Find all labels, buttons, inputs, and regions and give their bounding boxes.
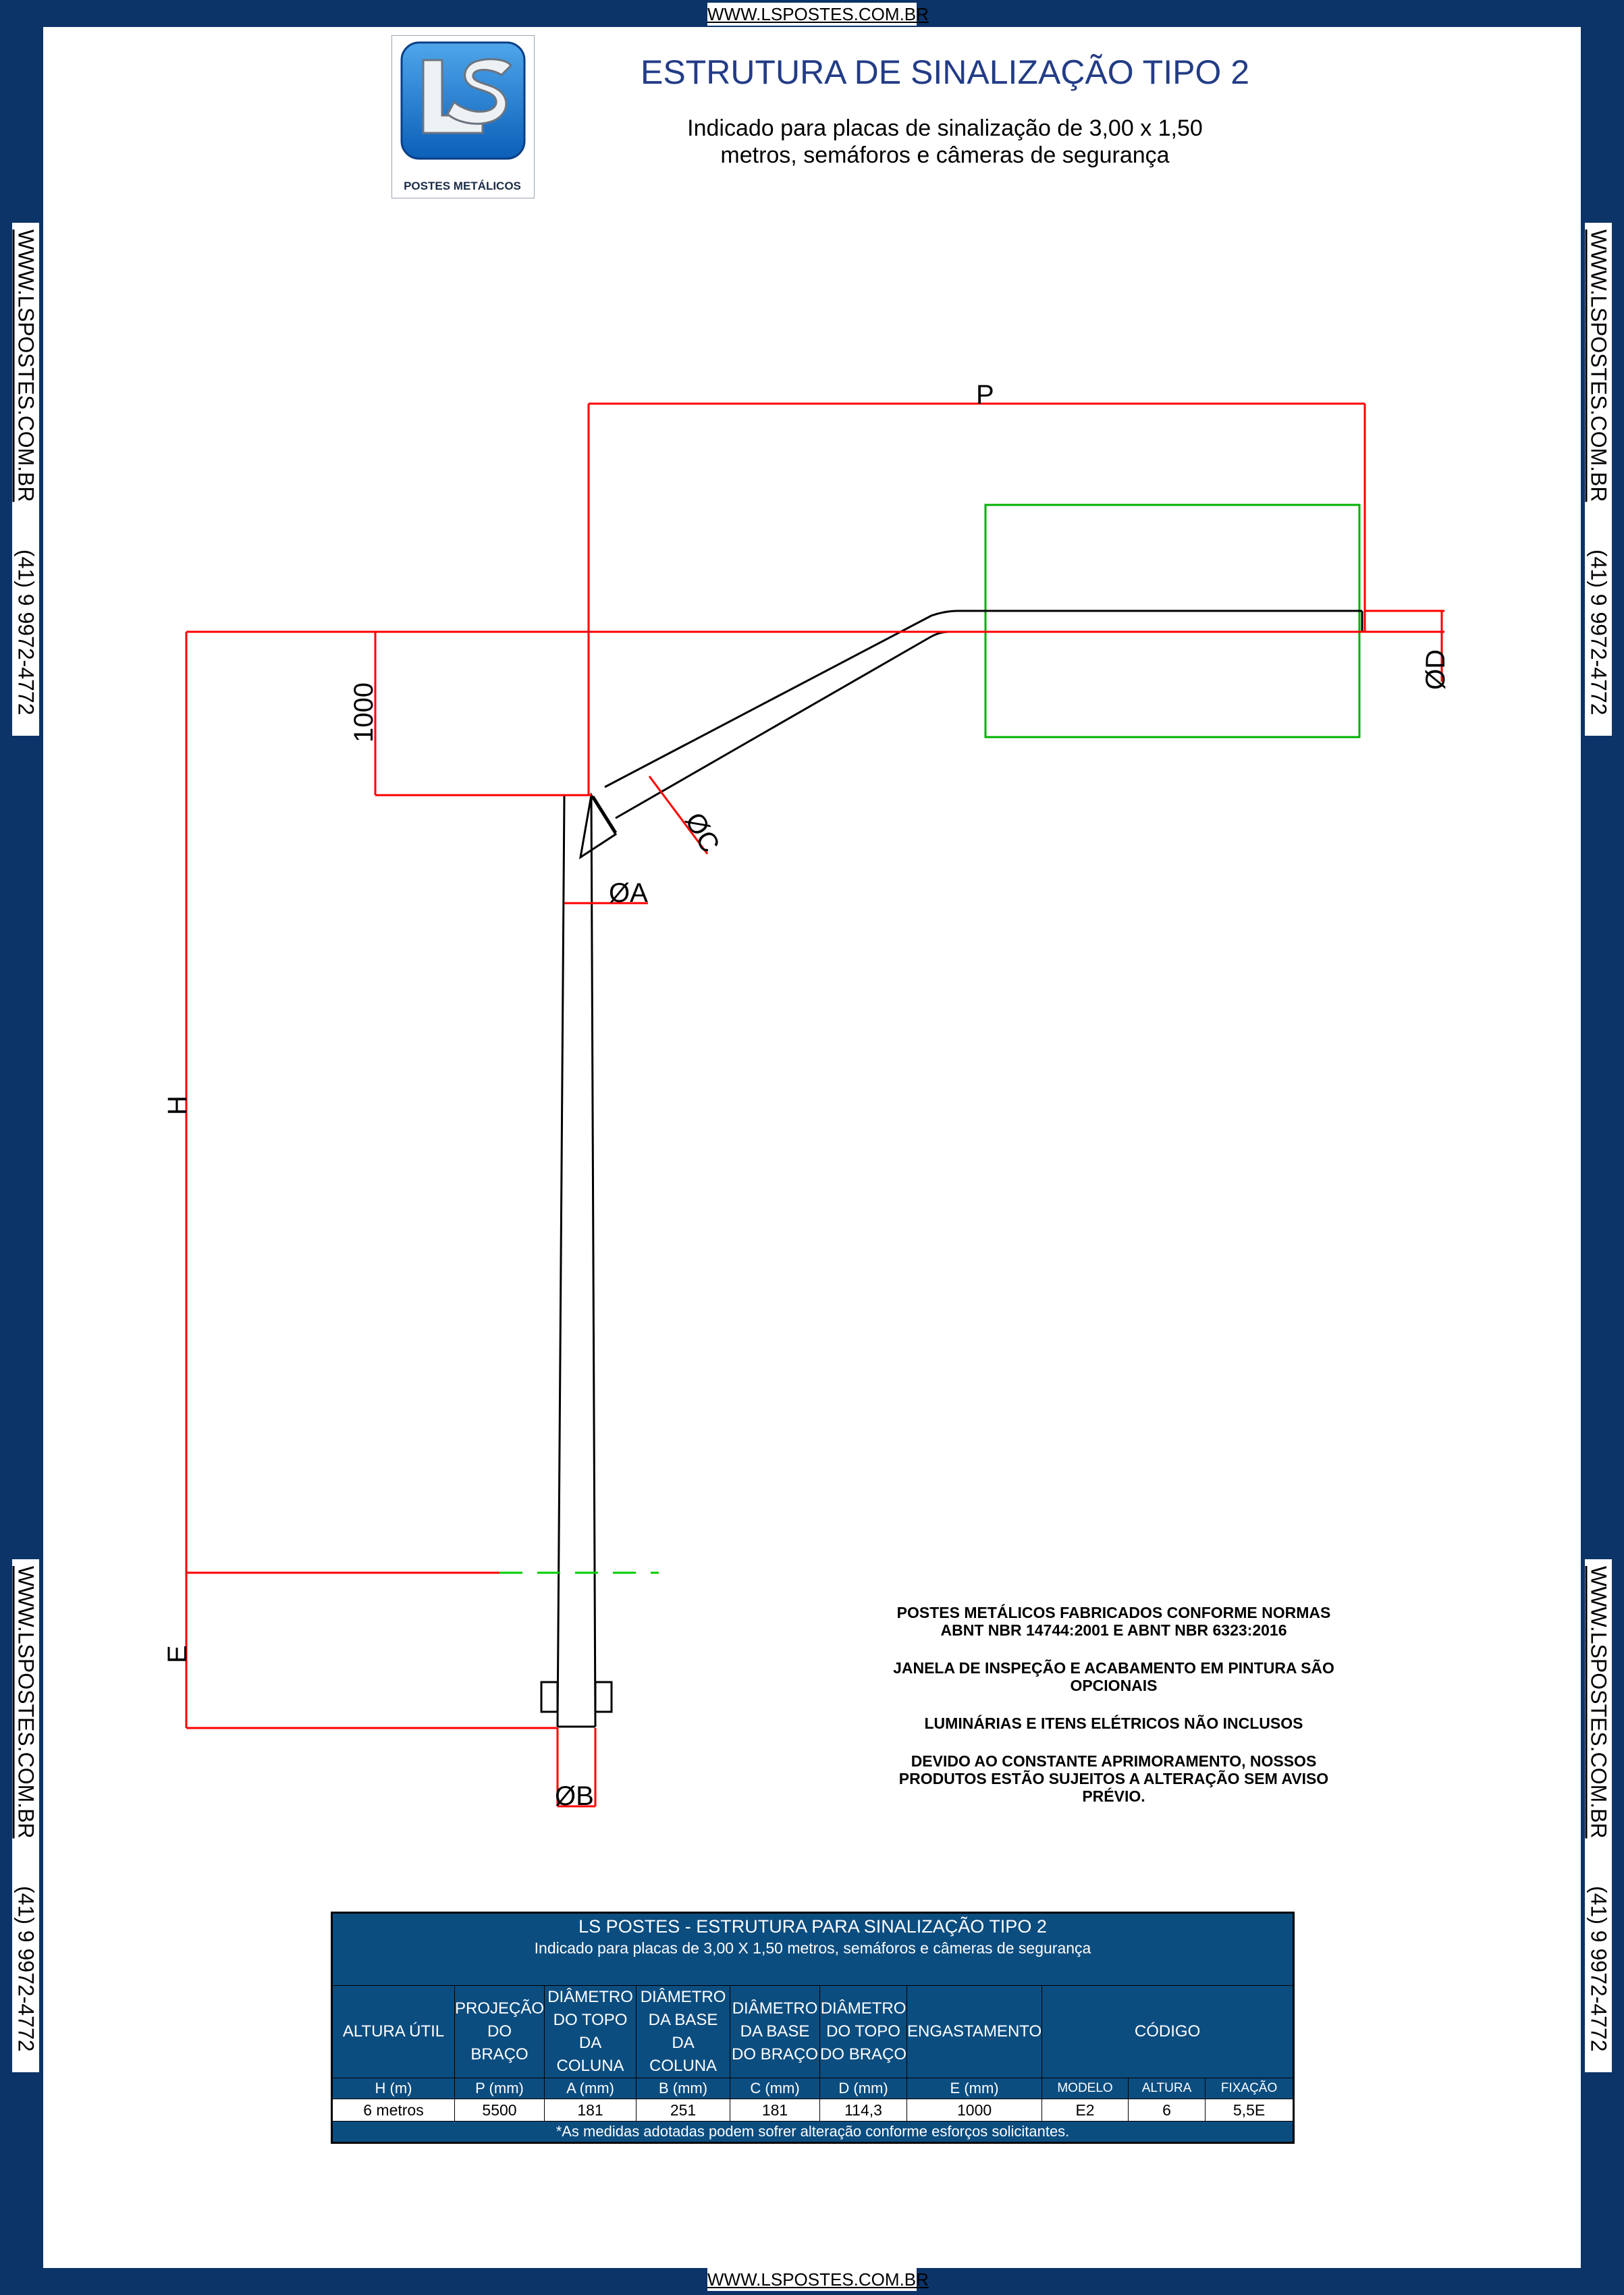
unit-p: P (mm) <box>455 2078 545 2099</box>
subtitle-line-1: Indicado para placas de sinalização de 3,00 x 1,50 <box>687 115 1203 141</box>
dimension-lines <box>186 404 1444 1806</box>
side-url[interactable]: WWW.LSPOSTES.COM.BR <box>1586 230 1611 502</box>
arm-joint <box>593 796 616 833</box>
top-url-link[interactable]: WWW.LSPOSTES.COM.BR <box>707 4 929 24</box>
value-modelo: E2 <box>1042 2099 1129 2122</box>
label-P: P <box>976 380 994 410</box>
header-diametro-a: DIÂMETRO DO TOPO DA COLUNA <box>545 1986 637 2078</box>
unit-a: A (mm) <box>545 2078 637 2099</box>
logo-label: POSTES METÁLICOS <box>404 180 521 192</box>
value-c: 181 <box>730 2099 820 2122</box>
table-subtitle: Indicado para placas de 3,00 X 1,50 metros, semáforos e câmeras de segurança <box>534 1939 1091 1957</box>
table-values-row <box>332 2099 1294 2122</box>
value-p: 5500 <box>455 2099 545 2122</box>
note-line-5: LUMINÁRIAS E ITENS ELÉTRICOS NÃO INCLUSOS <box>924 1714 1303 1732</box>
pole-column <box>558 795 595 1727</box>
value-e: 1000 <box>907 2099 1042 2122</box>
unit-altura: ALTURA <box>1128 2078 1205 2099</box>
note-line-8: PRÉVIO. <box>1082 1787 1145 1805</box>
table-title: LS POSTES - ESTRUTURA PARA SINALIZAÇÃO TIPO 2 <box>578 1916 1047 1937</box>
header-codigo: CÓDIGO <box>1042 1986 1294 2078</box>
side-phone: (41) 9 9972-4772 <box>13 1885 38 2052</box>
value-b: 251 <box>637 2099 730 2122</box>
note-line-3: JANELA DE INSPEÇÃO E ACABAMENTO EM PINTURA SÃO <box>893 1659 1334 1677</box>
value-d: 114,3 <box>820 2099 907 2122</box>
note-line-7: PRODUTOS ESTÃO SUJEITOS A ALTERAÇÃO SEM AVISO <box>898 1770 1329 1787</box>
header-diametro-d: DIÂMETRO DO TOPO DO BRAÇO <box>820 1986 907 2078</box>
side-phone: (41) 9 9972-4772 <box>1586 1885 1611 2052</box>
note-line-1: POSTES METÁLICOS FABRICADOS CONFORME NORMAS <box>896 1604 1331 1621</box>
unit-fixacao: FIXAÇÃO <box>1206 2078 1294 2099</box>
spec-table <box>331 1912 1295 2144</box>
notes-block <box>871 1604 1357 1825</box>
side-url[interactable]: WWW.LSPOSTES.COM.BR <box>13 230 38 502</box>
table-units-row <box>332 2078 1294 2099</box>
header-engastamento: ENGASTAMENTO <box>907 1986 1042 2078</box>
sign-plate-outline <box>985 505 1359 737</box>
header-altura: ALTURA ÚTIL <box>332 1986 455 2078</box>
unit-d: D (mm) <box>820 2078 907 2099</box>
value-h: 6 metros <box>332 2099 455 2122</box>
side-phone: (41) 9 9972-4772 <box>13 549 38 716</box>
header-diametro-b: DIÂMETRO DA BASE DA COLUNA <box>637 1986 730 2078</box>
label-1000: 1000 <box>349 682 379 742</box>
value-altura: 6 <box>1128 2099 1205 2122</box>
label-D: ØD <box>1421 649 1451 690</box>
note-line-2: ABNT NBR 14744:2001 E ABNT NBR 6323:2016 <box>940 1621 1287 1639</box>
label-B: ØB <box>555 1781 594 1811</box>
dimension-labels <box>163 380 1451 1811</box>
label-A: ØA <box>609 878 648 908</box>
unit-b: B (mm) <box>637 2078 730 2099</box>
table-header-row <box>332 1986 1294 2078</box>
unit-c: C (mm) <box>730 2078 820 2099</box>
label-H: H <box>163 1096 192 1115</box>
unit-modelo: MODELO <box>1042 2078 1129 2099</box>
side-url[interactable]: WWW.LSPOSTES.COM.BR <box>13 1566 38 1839</box>
table-footnote: *As medidas adotadas podem sofrer alteração conforme esforços solicitantes. <box>556 2123 1070 2140</box>
label-E: E <box>163 1645 192 1663</box>
header-projecao: PROJEÇÃO DO BRAÇO <box>455 1986 545 2078</box>
value-fixacao: 5,5E <box>1206 2099 1294 2122</box>
header-diametro-c: DIÂMETRO DA BASE DO BRAÇO <box>730 1986 820 2078</box>
note-line-6: DEVIDO AO CONSTANTE APRIMORAMENTO, NOSSOS <box>911 1752 1317 1770</box>
side-phone: (41) 9 9972-4772 <box>1586 549 1611 716</box>
unit-e: E (mm) <box>907 2078 1042 2099</box>
unit-h: H (m) <box>332 2078 455 2099</box>
label-C: ØC <box>679 807 726 858</box>
bottom-url-link[interactable]: WWW.LSPOSTES.COM.BR <box>707 2269 929 2290</box>
note-line-4: OPCIONAIS <box>1070 1677 1158 1694</box>
page-title: ESTRUTURA DE SINALIZAÇÃO TIPO 2 <box>640 53 1250 91</box>
value-a: 181 <box>545 2099 637 2122</box>
subtitle-line-2: metros, semáforos e câmeras de segurança <box>720 142 1170 168</box>
side-url[interactable]: WWW.LSPOSTES.COM.BR <box>1586 1566 1611 1839</box>
arm <box>605 611 1362 818</box>
base-flange <box>541 1682 612 1712</box>
